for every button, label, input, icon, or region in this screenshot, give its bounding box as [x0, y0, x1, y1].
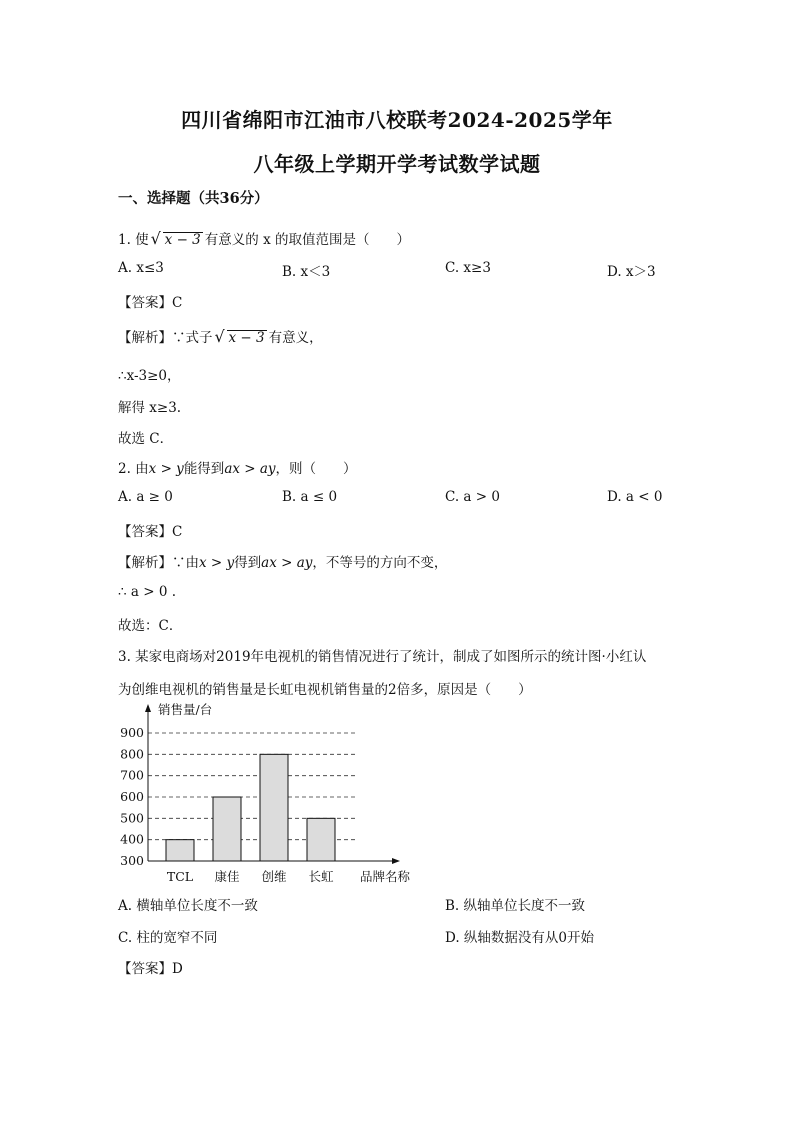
y-tick-label: 400: [120, 831, 144, 847]
q2-analysis-cond-1: x > y: [199, 555, 235, 571]
bar: [166, 840, 194, 861]
section-heading: 一、选择题（共36分）: [118, 190, 269, 207]
y-tick-label: 900: [120, 725, 144, 740]
bar: [260, 754, 288, 861]
question-3-line-2: 为创维电视机的销售量是长虹电视机销售量的2倍多，原因是（ ）: [118, 682, 532, 698]
title-line-1: 四川省绵阳市江油市八校联考2024-2025学年: [181, 108, 613, 132]
q1-analysis-prefix: 【解析】∵式子: [118, 330, 213, 346]
q2-answer: 【答案】C: [118, 524, 183, 540]
q1-option-d: D. x＞3: [607, 264, 656, 280]
q2-option-b: B. a ≤ 0: [282, 489, 338, 505]
q2-step-1: ∴ a > 0 .: [118, 584, 176, 600]
q2-option-c: C. a > 0: [445, 489, 500, 505]
sqrt-expression: √ x − 3: [150, 229, 201, 248]
q1-option-c: C. x≥3: [445, 260, 491, 276]
q2-condition-2: ax > ay: [224, 461, 276, 477]
q2-option-a: A. a ≥ 0: [118, 489, 173, 505]
q2-option-d: D. a < 0: [607, 489, 663, 505]
title-line-2: 八年级上学期开学考试数学试题: [253, 152, 541, 176]
x-tick-label: 创维: [261, 869, 287, 884]
q3-option-c: C. 柱的宽窄不同: [118, 930, 218, 946]
y-tick-label: 700: [120, 767, 144, 783]
y-tick-label: 300: [120, 853, 144, 868]
y-axis-arrow: [145, 704, 151, 712]
bar: [213, 797, 241, 861]
q3-answer: 【答案】D: [118, 961, 183, 977]
y-tick-label: 800: [120, 746, 144, 762]
q2-condition-1: x > y: [148, 461, 184, 477]
q1-step-1: ∴x-3≥0，: [118, 368, 181, 384]
q2-prefix: 2. 由: [118, 461, 149, 477]
q1-option-a: A. x≤3: [118, 260, 164, 276]
x-axis-label: 品牌名称: [360, 869, 411, 884]
q1-conclusion: 故选 C．: [118, 431, 174, 447]
q2-analysis-suffix: ，不等号的方向不变，: [312, 555, 448, 571]
y-axis-label: 销售量/台: [158, 702, 213, 717]
bar: [307, 818, 335, 861]
sqrt-expression: √ x − 3: [214, 327, 265, 346]
x-tick-label: TCL: [166, 869, 194, 884]
q1-suffix: 有意义的 x 的取值范围是（ ）: [204, 232, 410, 248]
q1-option-b: B. x＜3: [282, 264, 331, 280]
q1-answer: 【答案】C: [118, 295, 183, 311]
question-2: [118, 457, 357, 477]
bar-chart: [118, 700, 428, 890]
y-tick-label: 500: [120, 810, 144, 826]
x-axis-arrow: [392, 858, 400, 864]
q3-option-d: D. 纵轴数据没有从0开始: [445, 930, 595, 946]
q2-analysis: [118, 551, 447, 571]
q2-analysis-prefix: 【解析】∵由: [118, 555, 199, 571]
question-3-line-1: 3. 某家电商场对2019年电视机的销售情况进行了统计，制成了如图所示的统计图·小红认: [118, 649, 647, 665]
q2-conclusion: 故选：C．: [118, 618, 183, 634]
question-1: [118, 228, 410, 248]
q1-radicand: x − 3: [164, 232, 201, 248]
q3-option-a: A. 横轴单位长度不一致: [118, 898, 258, 914]
q2-suffix: ，则（ ）: [275, 461, 357, 477]
q2-analysis-cond-2: ax > ay: [261, 555, 313, 571]
q1-analysis-suffix: 有意义，: [268, 330, 323, 346]
x-tick-label: 长虹: [308, 869, 334, 884]
q1-analysis-radicand: x − 3: [228, 330, 265, 346]
q1-prefix: 1. 使: [118, 232, 149, 248]
q2-analysis-mid: 得到: [234, 555, 262, 571]
q1-step-2: 解得 x≥3.: [118, 400, 182, 416]
q3-option-b: B. 纵轴单位长度不一致: [445, 898, 586, 914]
q2-mid: 能得到: [183, 461, 225, 477]
q1-analysis: [118, 326, 323, 346]
x-tick-label: 康佳: [214, 869, 240, 884]
y-tick-label: 600: [120, 789, 144, 804]
